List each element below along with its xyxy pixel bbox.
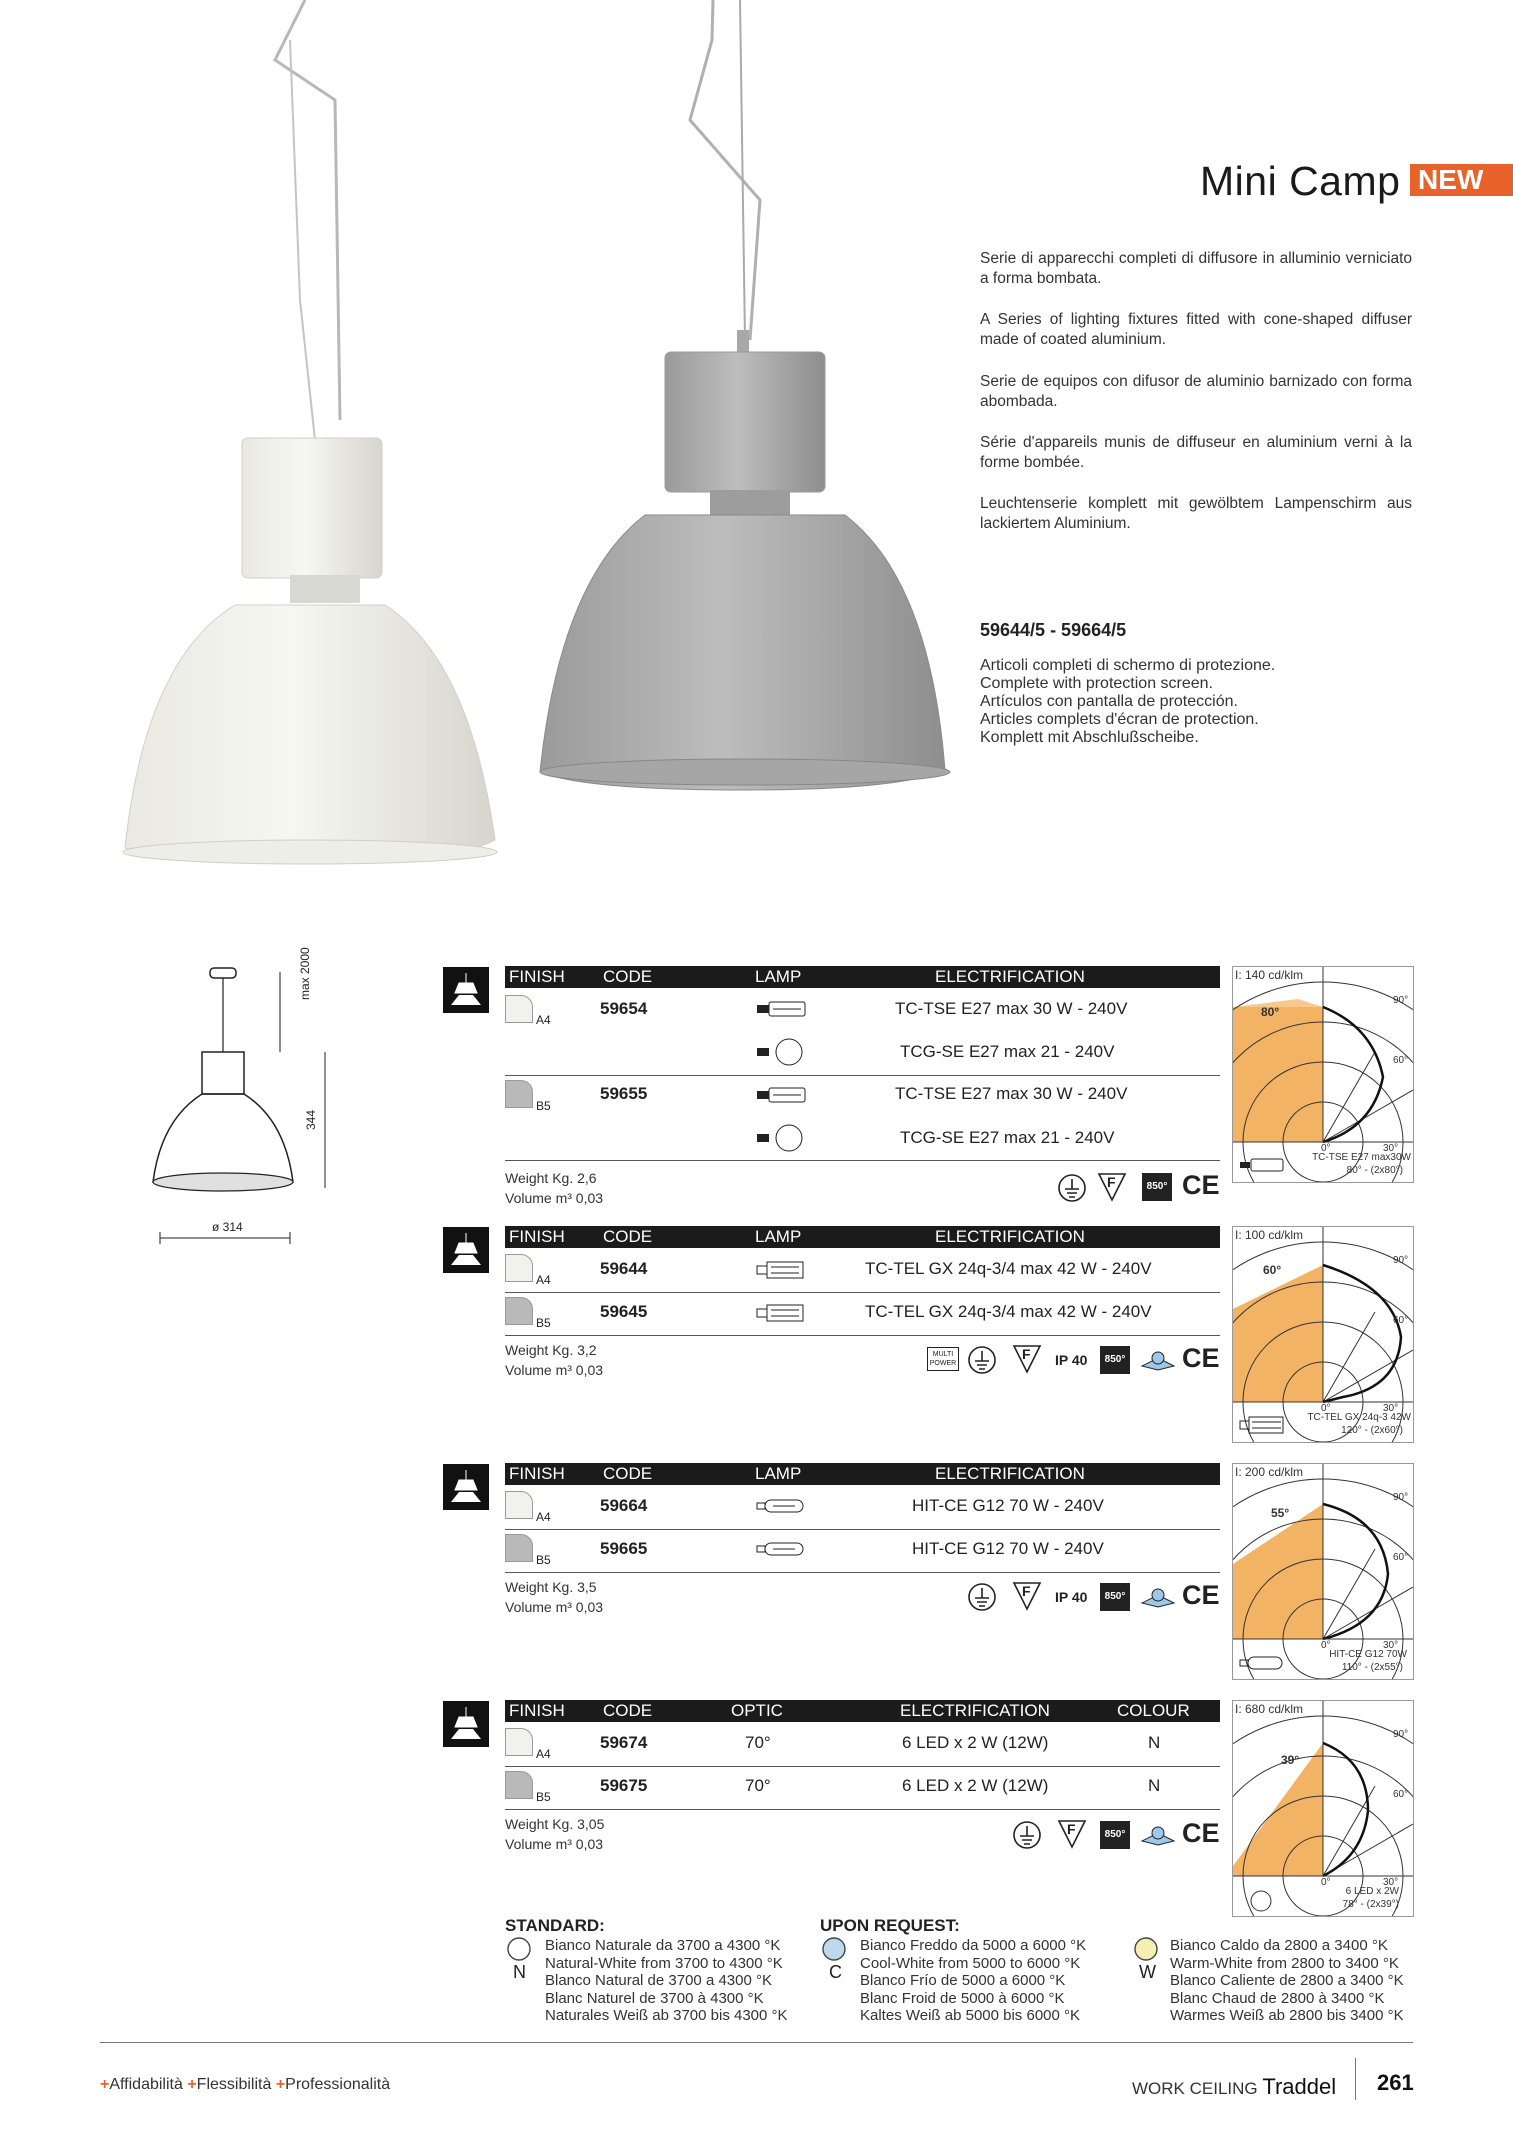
electrification-text: TCG-SE E27 max 21 - 240V bbox=[900, 1128, 1115, 1147]
finish-b5-swatch bbox=[505, 1297, 533, 1325]
finish-a4-label: A4 bbox=[536, 1273, 551, 1287]
mounting-surface-icon bbox=[1140, 1823, 1176, 1847]
description-en: A Series of lighting fixtures fitted with cone-shaped diffuser made of coated aluminium. bbox=[980, 311, 1412, 348]
electrification-text: HIT-CE G12 70 W - 240V bbox=[912, 1539, 1104, 1558]
row-divider bbox=[505, 1335, 1220, 1336]
earth-class-icon bbox=[967, 1345, 997, 1375]
weight-volume: Weight Kg. 3,5 Volume m³ 0,03 bbox=[505, 1579, 604, 1615]
standard-title: STANDARD: bbox=[505, 1916, 605, 1935]
electrification-text: 6 LED x 2 W (12W) bbox=[902, 1776, 1049, 1795]
temperature-850-icon: 850° bbox=[1142, 1173, 1172, 1201]
electrification-text: TC-TSE E27 max 30 W - 240V bbox=[895, 1084, 1128, 1103]
new-badge: NEW bbox=[1410, 164, 1513, 196]
finish-a4-swatch bbox=[505, 1254, 533, 1282]
ceiling-lamp-icon bbox=[443, 1464, 489, 1510]
weight-volume: Weight Kg. 2,6 Volume m³ 0,03 bbox=[505, 1170, 604, 1206]
ce-mark: CE bbox=[1182, 1170, 1220, 1200]
standard-lines: Bianco Naturale da 3700 a 4300 °K Natural-White from 3700 to 4300 °K Blanco Natural de 3700 a 4300 °K Blanc Naturel de 3700 à 4300 °K Naturales Weiß ab 3700 bis 4300 °K bbox=[545, 1937, 788, 2024]
row-divider bbox=[505, 1766, 1220, 1767]
globe-lamp-icon bbox=[755, 1124, 807, 1152]
optic-value: 70° bbox=[745, 1776, 771, 1795]
f-mark-icon: F bbox=[1097, 1172, 1127, 1202]
electrification-text: TC-TEL GX 24q-3/4 max 42 W - 240V bbox=[865, 1259, 1152, 1278]
protection-codes: 59644/5 - 59664/5 bbox=[980, 620, 1127, 640]
earth-class-icon bbox=[1057, 1173, 1087, 1203]
finish-b5-swatch bbox=[505, 1771, 533, 1799]
code-59644: 59644 bbox=[600, 1259, 648, 1278]
table-1-header: FINISH CODE LAMP ELECTRIFICATION bbox=[505, 966, 1220, 988]
product-photo bbox=[0, 0, 980, 880]
temperature-850-icon: 850° bbox=[1100, 1821, 1130, 1849]
photometric-diagram-1: I: 140 cd/klm 80° 90° 60° 0° 30° TC-TSE E27 max30W 80° - (2x80°) bbox=[1232, 966, 1414, 1183]
code-59664: 59664 bbox=[600, 1496, 648, 1515]
code-59654: 59654 bbox=[600, 999, 648, 1018]
tc-tel-lamp-icon bbox=[755, 1303, 807, 1323]
ip-rating: IP 40 bbox=[1055, 1352, 1088, 1368]
code-59675: 59675 bbox=[600, 1776, 648, 1795]
warm-white-letter: W bbox=[1139, 1962, 1156, 1982]
page-title: Mini Camp bbox=[1200, 158, 1401, 204]
mounting-surface-icon bbox=[1140, 1585, 1176, 1609]
description-fr: Série d'appareils munis de diffuseur en aluminium verni à la forme bombée. bbox=[980, 434, 1412, 471]
warm-white-lines: Bianco Caldo da 2800 a 3400 °K Warm-White from 2800 to 3400 °K Blanco Caliente de 2800 a 3400 °K Blanc Chaud de 2800 à 3400 °K Warmes Weiß ab 2800 bis 3400 °K bbox=[1170, 1937, 1404, 2024]
finish-a4-swatch bbox=[505, 1728, 533, 1756]
ce-mark: CE bbox=[1182, 1818, 1220, 1848]
row-divider bbox=[505, 1292, 1220, 1293]
led-icon bbox=[1249, 1889, 1273, 1913]
table-4-header: FINISH CODE OPTIC ELECTRIFICATION COLOUR bbox=[505, 1700, 1220, 1722]
page-number: 261 bbox=[1377, 2070, 1414, 2095]
ce-mark: CE bbox=[1182, 1343, 1220, 1373]
colour-value: N bbox=[1148, 1733, 1161, 1752]
cool-white-letter: C bbox=[829, 1962, 842, 1982]
compact-fluorescent-lamp-icon bbox=[755, 1000, 807, 1018]
ceiling-lamp-icon bbox=[443, 1227, 489, 1273]
finish-b5-swatch bbox=[505, 1080, 533, 1108]
table-3-header: FINISH CODE LAMP ELECTRIFICATION bbox=[505, 1463, 1220, 1485]
finish-b5-label: B5 bbox=[536, 1553, 551, 1567]
row-divider bbox=[505, 1809, 1220, 1810]
ceiling-lamp-icon bbox=[443, 967, 489, 1013]
height-label: 344 bbox=[304, 1109, 318, 1130]
code-59665: 59665 bbox=[600, 1539, 648, 1558]
tc-tel-lamp-icon bbox=[755, 1260, 807, 1280]
code-59655: 59655 bbox=[600, 1084, 648, 1103]
table-2-header: FINISH CODE LAMP ELECTRIFICATION bbox=[505, 1226, 1220, 1248]
ip-rating: IP 40 bbox=[1055, 1589, 1088, 1605]
finish-a4-swatch bbox=[505, 995, 533, 1023]
earth-class-icon bbox=[967, 1582, 997, 1612]
metal-halide-lamp-icon bbox=[755, 1542, 807, 1556]
lamp-type-icon bbox=[1239, 1656, 1285, 1670]
electrification-text: HIT-CE G12 70 W - 240V bbox=[912, 1496, 1104, 1515]
photometric-diagram-3: I: 200 cd/klm 55° 90° 60° 0° 30° HIT-CE G12 70W 110° - (2x55°) bbox=[1232, 1463, 1414, 1680]
natural-white-letter: N bbox=[513, 1962, 526, 1982]
lamp-type-icon bbox=[1239, 1157, 1285, 1173]
row-divider bbox=[505, 1075, 1220, 1076]
photometric-diagram-2: I: 100 cd/klm 60° 90° 60° 0° 30° TC-TEL GX 24q-3 42W 120° - (2x60°) bbox=[1232, 1226, 1414, 1443]
warm-white-swatch bbox=[1133, 1936, 1159, 1962]
ceiling-lamp-icon bbox=[443, 1701, 489, 1747]
finish-a4-label: A4 bbox=[536, 1510, 551, 1524]
photometric-diagram-4: I: 680 cd/klm 39° 90° 60° 0° 30° 6 LED x 2W 78° - (2x39°) bbox=[1232, 1700, 1414, 1917]
description-de: Leuchtenserie komplett mit gewölbtem Lampenschirm aus lackiertem Aluminium. bbox=[980, 495, 1412, 532]
footer-tagline: +Affidabilità +Flessibilità +Professionalità bbox=[100, 2076, 391, 2093]
f-mark-icon: F bbox=[1057, 1819, 1087, 1849]
cool-white-swatch bbox=[821, 1936, 847, 1962]
weight-volume: Weight Kg. 3,05 Volume m³ 0,03 bbox=[505, 1816, 605, 1852]
protection-notes: Articoli completi di schermo di protezione. Complete with protection screen. Artículos con pantalla de protección. Articles complets d'écran de protection. Komplett mit Abschlußscheibe. bbox=[980, 657, 1276, 746]
compact-fluorescent-lamp-icon bbox=[755, 1086, 807, 1104]
upon-request-title: UPON REQUEST: bbox=[820, 1916, 960, 1935]
lamp-type-icon bbox=[1239, 1416, 1285, 1434]
globe-lamp-icon bbox=[755, 1038, 807, 1066]
finish-a4-label: A4 bbox=[536, 1747, 551, 1761]
finish-b5-label: B5 bbox=[536, 1099, 551, 1113]
finish-b5-swatch bbox=[505, 1534, 533, 1562]
ce-mark: CE bbox=[1182, 1580, 1220, 1610]
finish-a4-swatch bbox=[505, 1491, 533, 1519]
colour-value: N bbox=[1148, 1776, 1161, 1795]
f-mark-icon: F bbox=[1012, 1344, 1042, 1374]
description-it: Serie di apparecchi completi di diffusore in alluminio verniciato a forma bombata. bbox=[980, 250, 1412, 287]
cool-white-lines: Bianco Freddo da 5000 a 6000 °K Cool-White from 5000 to 6000 °K Blanco Frío de 5000 a 6000 °K Blanc Froid de 5000 à 6000 °K Kaltes Weiß ab 5000 bis 6000 °K bbox=[860, 1937, 1087, 2024]
footer-section: WORK CEILING Traddel bbox=[1132, 2074, 1337, 2099]
row-divider bbox=[505, 1529, 1220, 1530]
footer-rule bbox=[100, 2042, 1413, 2043]
temperature-850-icon: 850° bbox=[1100, 1583, 1130, 1611]
code-59674: 59674 bbox=[600, 1733, 648, 1752]
footer-separator bbox=[1355, 2058, 1356, 2100]
f-mark-icon: F bbox=[1012, 1581, 1042, 1611]
metal-halide-lamp-icon bbox=[755, 1499, 807, 1513]
description-es: Serie de equipos con difusor de aluminio barnizado con forma abombada. bbox=[980, 373, 1412, 410]
weight-volume: Weight Kg. 3,2 Volume m³ 0,03 bbox=[505, 1342, 604, 1378]
finish-b5-label: B5 bbox=[536, 1316, 551, 1330]
dimension-drawing bbox=[150, 960, 340, 1255]
electrification-text: TC-TEL GX 24q-3/4 max 42 W - 240V bbox=[865, 1302, 1152, 1321]
finish-b5-label: B5 bbox=[536, 1790, 551, 1804]
code-59645: 59645 bbox=[600, 1302, 648, 1321]
multipower-icon: MULTI POWER bbox=[927, 1347, 959, 1371]
temperature-850-icon: 850° bbox=[1100, 1346, 1130, 1374]
electrification-text: TC-TSE E27 max 30 W - 240V bbox=[895, 999, 1128, 1018]
electrification-text: 6 LED x 2 W (12W) bbox=[902, 1733, 1049, 1752]
diameter-label: ø 314 bbox=[212, 1220, 243, 1234]
row-divider bbox=[505, 1572, 1220, 1573]
optic-value: 70° bbox=[745, 1733, 771, 1752]
mounting-surface-icon bbox=[1140, 1348, 1176, 1372]
max-height-label: max 2000 bbox=[298, 947, 312, 1000]
row-divider bbox=[505, 1160, 1220, 1161]
natural-white-swatch bbox=[506, 1936, 532, 1962]
finish-a4-label: A4 bbox=[536, 1013, 551, 1027]
electrification-text: TCG-SE E27 max 21 - 240V bbox=[900, 1042, 1115, 1061]
earth-class-icon bbox=[1012, 1820, 1042, 1850]
